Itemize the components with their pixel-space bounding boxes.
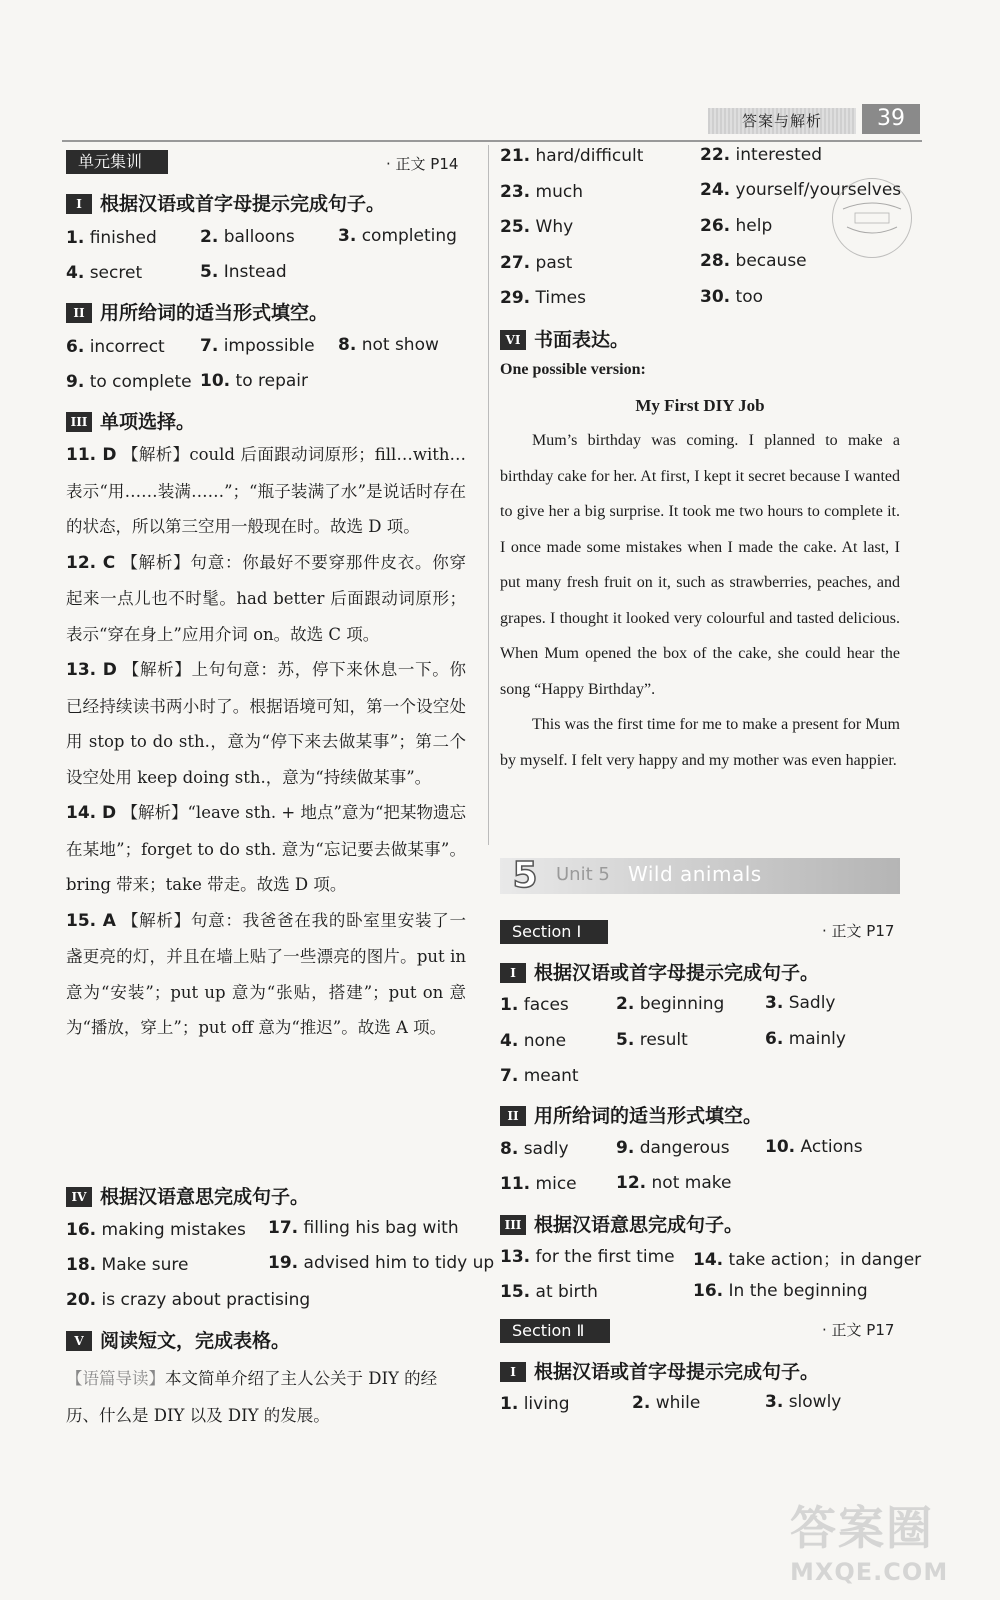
answer: 21. hard/difficult	[500, 146, 644, 166]
answer: 25. Why	[500, 217, 574, 237]
answer: 4. secret	[66, 263, 143, 283]
header-tag: 答案与解析	[708, 108, 856, 134]
part-title: 根据汉语或首字母提示完成句子。	[100, 193, 386, 215]
answer: 18. Make sure	[66, 1255, 189, 1275]
section-ref: · 正文 P17	[822, 1321, 895, 1339]
answer: 16. In the beginning	[693, 1281, 868, 1301]
part-title: 用所给词的适当形式填空。	[534, 1105, 763, 1127]
unit-number: 5	[512, 855, 538, 896]
part-title: 根据汉语或首字母提示完成句子。	[534, 1361, 820, 1383]
answer: 19. advised him to tidy up	[268, 1253, 495, 1273]
part-heading	[66, 189, 385, 216]
page-number: 39	[862, 104, 920, 134]
answer: 3. slowly	[765, 1392, 842, 1412]
answer: 9. dangerous	[616, 1138, 730, 1158]
column-divider	[488, 145, 489, 845]
explanation-item: 14. D 【解析】“leave sth. + 地点”意为“把某物遗忘在某地”；forget to do sth. 意为“忘记要去做某事”。bring 带来；take 带走。故选 D 项。	[66, 803, 466, 894]
answer: 1. finished	[66, 228, 157, 248]
essay-body	[500, 423, 900, 778]
explanation-item: 12. C 【解析】句意：你最好不要穿那件皮衣。你穿起来一点儿也不时髦。had better 后面跟动词原形；表示“穿在身上”应用介词 on。故选 C 项。	[66, 552, 467, 644]
watermark-url: MXQE.COM	[790, 1558, 949, 1586]
explanation-item: 15. A 【解析】句意：我爸爸在我的卧室里安装了一盏更亮的灯，并且在墙上贴了一些漂亮的图片。put in 意为“安装”；put up 意为“张贴，搭建”；put on 意为“播放，穿上”；put off 意为“推迟”。故选 A 项。	[66, 910, 467, 1037]
part-title: 阅读短文，完成表格。	[100, 1330, 291, 1352]
part-heading	[66, 298, 328, 325]
answer: 11. mice	[500, 1174, 577, 1194]
roman-numeral: II	[500, 1106, 526, 1126]
answer: 22. interested	[700, 145, 823, 165]
watermark	[790, 1492, 990, 1592]
answer: 2. while	[632, 1393, 701, 1413]
section-ref: · 正文 P14	[386, 155, 459, 173]
answer: 26. help	[700, 216, 773, 236]
answer: 16. making mistakes	[66, 1220, 246, 1240]
answer: 1. living	[500, 1394, 570, 1414]
watermark-logo: 答案圈	[790, 1501, 934, 1555]
section-ref: · 正文 P17	[822, 922, 895, 940]
part-title: 书面表达。	[534, 329, 630, 351]
answer: 3. completing	[338, 226, 457, 246]
unit-title: Wild animals	[628, 862, 762, 886]
answer: 27. past	[500, 253, 573, 273]
answer: 10. Actions	[765, 1137, 863, 1157]
roman-numeral: III	[66, 412, 92, 432]
answer: 5. Instead	[200, 262, 287, 282]
roman-numeral: V	[66, 1331, 92, 1351]
answer: 9. to complete	[66, 372, 192, 392]
part-heading	[500, 325, 629, 352]
answer: 4. none	[500, 1031, 567, 1051]
intro-text: 本文简单介绍了主人公关于 DIY 的经历、什么是 DIY 以及 DIY 的发展。	[66, 1369, 438, 1425]
answer: 17. filling his bag with	[268, 1218, 459, 1238]
answer: 7. meant	[500, 1066, 579, 1086]
answer: 5. result	[616, 1030, 688, 1050]
answer: 15. at birth	[500, 1282, 598, 1302]
answer: 29. Times	[500, 288, 586, 308]
part-heading	[66, 407, 195, 434]
section-title: 单元集训	[66, 150, 168, 174]
part-heading	[500, 1101, 762, 1128]
part-heading	[66, 1326, 290, 1353]
answer: 8. sadly	[500, 1139, 569, 1159]
answer: 8. not show	[338, 335, 439, 355]
part-heading	[500, 958, 819, 985]
header-rule	[62, 140, 922, 142]
section-title: Section Ⅱ	[500, 1319, 610, 1343]
unit-label: Unit 5	[556, 864, 610, 885]
stamp-mark	[832, 178, 912, 258]
explanation-item: 11. D 【解析】could 后面跟动词原形；fill…with…表示“用……装满……”；“瓶子装满了水”是说话时存在的状态，所以第三空用一般现在时。故选 D 项。	[66, 445, 466, 536]
answer: 23. much	[500, 182, 583, 202]
section-title: Section Ⅰ	[500, 920, 608, 944]
answer: 10. to repair	[200, 371, 308, 391]
essay-paragraph: Mum’s birthday was coming. I planned to make a birthday cake for her. At first, I kept it secret because I wanted to give her a big surprise. It took me two hours to complete it. I once made some mistakes when I made the cake. At last, I put many fresh fruit on it, such as strawberries, peaches, and grapes. I thought it looked very colourful and tasted delicious. When Mum opened the box of the cake, she could hear the song “Happy Birthday”.	[500, 432, 900, 698]
roman-numeral: III	[500, 1215, 526, 1235]
roman-numeral: I	[500, 1362, 526, 1382]
stamp-graphic	[833, 179, 911, 257]
answer: 2. balloons	[200, 227, 295, 247]
part-title: 根据汉语意思完成句子。	[100, 1186, 310, 1208]
explanation-list	[66, 437, 466, 1046]
passage-intro	[66, 1360, 468, 1434]
part-heading	[66, 1182, 309, 1209]
roman-numeral: I	[66, 194, 92, 214]
explanation-item: 13. D 【解析】上句句意：苏，停下来休息一下。你已经持续读书两小时了。根据语境可知，第一个设空处用 stop to do sth.，意为“停下来去做某事”；第二个设空处用 keep doing sth.，意为“持续做某事”。	[66, 660, 467, 787]
answer: 7. impossible	[200, 336, 315, 356]
part-title: 单项选择。	[100, 411, 196, 433]
intro-tag: 【语篇导读】	[66, 1369, 165, 1388]
part-title: 根据汉语意思完成句子。	[534, 1214, 744, 1236]
answer: 3. Sadly	[765, 993, 836, 1013]
essay-paragraph: This was the first time for me to make a present for Mum by myself. I felt very happy and my mother was even happier.	[500, 716, 900, 769]
answer: 6. mainly	[765, 1029, 846, 1049]
essay-title: My First DIY Job	[635, 396, 765, 415]
part-heading	[500, 1357, 819, 1384]
unit-banner	[500, 855, 900, 896]
part-title: 根据汉语或首字母提示完成句子。	[534, 962, 820, 984]
part-heading	[500, 1210, 743, 1237]
answer: 13. for the first time	[500, 1247, 675, 1267]
roman-numeral: I	[500, 963, 526, 983]
answer: 28. because	[700, 251, 807, 271]
answer: 2. beginning	[616, 994, 725, 1014]
roman-numeral: II	[66, 303, 92, 323]
answer: 20. is crazy about practising	[66, 1290, 311, 1310]
answer: 24. yourself/yourselves	[700, 180, 902, 200]
answer: 12. not make	[616, 1173, 732, 1193]
answer: 6. incorrect	[66, 337, 165, 357]
roman-numeral: IV	[66, 1187, 92, 1207]
part-title: 用所给词的适当形式填空。	[100, 302, 329, 324]
answer: 14. take action；in danger	[693, 1250, 922, 1270]
version-label: One possible version:	[500, 361, 646, 378]
roman-numeral: VI	[500, 330, 526, 350]
answer: 30. too	[700, 287, 763, 307]
answer: 1. faces	[500, 995, 569, 1015]
